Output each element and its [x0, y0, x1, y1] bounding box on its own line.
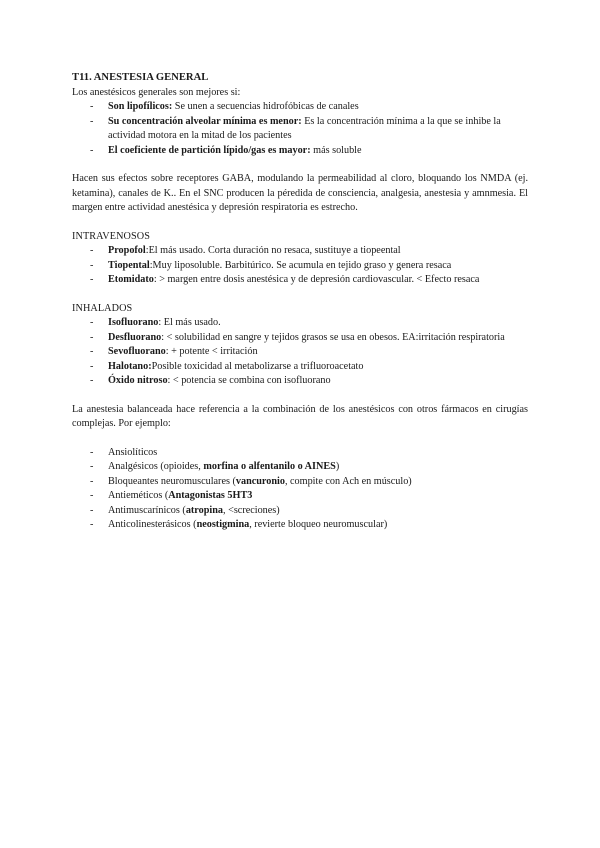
bullet-dash: -: [90, 446, 94, 458]
intro-lead: Los anestésicos generales son mejores si:: [72, 86, 241, 98]
document-title: T11. ANESTESIA GENERAL: [72, 72, 209, 83]
item-term: atropina: [185, 504, 223, 516]
item-text: : < potencia se combina con isofluorano: [167, 375, 331, 386]
bullet-dash: -: [90, 317, 94, 328]
list-item: [72, 115, 528, 144]
mechanism-paragraph: Hacen sus efectos sobre receptores GABA, modulando la permeabilidad al cloro, bloquando los NMDA (ej. ketamina), canales de K.. En el SNC producen la péredida de consciencia, analgesia, anestesia y amnmesia. El margen entre actividad anestésica y depresión respiratoria es estrecho.: [72, 173, 528, 213]
item-text: , compite con Ach en músculo): [284, 475, 412, 487]
item-term: morfina o alfentanilo o AINES: [203, 461, 336, 472]
item-text: Anticolinesterásicos (: [108, 519, 197, 530]
bullet-dash: -: [90, 490, 94, 501]
bullet-dash: -: [90, 475, 94, 487]
bullet-dash: -: [90, 101, 94, 112]
list-item: [72, 504, 528, 519]
item-text: Antimuscarínicos (: [108, 504, 186, 516]
inhalados-list: [72, 316, 528, 389]
item-text: Bloqueantes neuromusculares (: [108, 475, 236, 487]
item-text: Posible toxicidad al metabolizarse a trifluoroacetato: [151, 360, 364, 372]
item-term: Sevofluorano: [108, 346, 166, 357]
item-term: Antagonistas 5HT3: [168, 490, 253, 501]
list-item: [72, 316, 528, 331]
list-item: [72, 460, 528, 475]
intravenosos-list: [72, 244, 528, 288]
bullet-dash: -: [90, 346, 94, 357]
bullet-dash: -: [90, 274, 94, 285]
item-text: : < solubilidad en sangre y tejidos grasos se usa en obesos. EA:irritación respiratoria: [161, 331, 505, 343]
list-item: [72, 360, 528, 375]
item-text: Analgésicos (opioides,: [108, 461, 204, 472]
item-term: Propofol: [108, 245, 146, 256]
list-item: [72, 475, 528, 490]
item-term: Tiopental: [108, 259, 150, 271]
item-text: , revierte bloqueo neuromuscular): [249, 519, 388, 530]
examples-list: [72, 446, 528, 533]
list-item: [72, 331, 528, 346]
item-text: :Muy liposoluble. Barbitúrico. Se acumula en tejido graso y genera resaca: [149, 259, 452, 271]
list-item: [72, 144, 528, 159]
item-term: Óxido nitroso: [108, 375, 168, 386]
bullet-dash: -: [90, 360, 94, 372]
bullet-dash: -: [90, 259, 94, 271]
item-text: :El más usado. Corta duración no resaca, sustituye a tiopeental: [145, 245, 401, 256]
bullet-dash: -: [90, 504, 94, 516]
item-term: Desfluorano: [108, 331, 162, 343]
section-heading-intravenosos: INTRAVENOSOS: [72, 230, 150, 242]
item-text: : El más usado.: [158, 317, 221, 328]
list-item: [72, 518, 528, 533]
item-term: Isofluorano: [108, 317, 159, 328]
item-text: Es la concentración mínima a la que se inhibe la actividad motora en la mitad de los pacientes: [108, 115, 501, 141]
item-term: Su concentración alveolar mínima es menor:: [108, 115, 302, 127]
item-text: Antieméticos (: [108, 490, 169, 501]
bullet-dash: -: [90, 375, 94, 386]
document-page: [72, 71, 528, 533]
intro-list: [72, 100, 528, 158]
item-term: neostigmina: [196, 519, 250, 530]
item-term: Halotano:: [108, 360, 152, 372]
item-term: vancuronio: [235, 475, 285, 487]
list-item: [72, 244, 528, 259]
bullet-dash: -: [90, 245, 94, 256]
item-term: Son lipofílicos:: [108, 101, 173, 112]
item-text: Ansiolíticos: [108, 446, 158, 458]
item-text: más soluble: [310, 144, 362, 156]
item-text: , <screciones): [223, 504, 280, 516]
bullet-dash: -: [90, 461, 94, 472]
item-text: : + potente < irritación: [165, 346, 258, 357]
section-heading-inhalados: INHALADOS: [72, 302, 133, 314]
item-term: El coeficiente de partición lípido/gas es mayor:: [108, 144, 311, 156]
list-item: [72, 273, 528, 288]
item-text: Se unen a secuencias hidrofóbicas de canales: [172, 101, 359, 112]
bullet-dash: -: [90, 144, 94, 156]
list-item: [72, 374, 528, 389]
list-item: [72, 259, 528, 274]
item-text: ): [335, 461, 340, 472]
item-term: Etomidato: [108, 274, 154, 285]
item-text: : > margen entre dosis anestésica y de depresión cardiovascular. < Efecto resaca: [153, 274, 480, 285]
list-item: [72, 446, 528, 461]
list-item: [72, 100, 528, 115]
balanced-anesthesia-paragraph: La anestesia balanceada hace referencia a la combinación de los anestésicos con otros fármacos en cirugías complejas. Por ejemplo:: [72, 403, 528, 429]
bullet-dash: -: [90, 331, 94, 343]
bullet-dash: -: [90, 519, 94, 530]
list-item: [72, 489, 528, 504]
list-item: [72, 345, 528, 360]
bullet-dash: -: [90, 115, 94, 127]
